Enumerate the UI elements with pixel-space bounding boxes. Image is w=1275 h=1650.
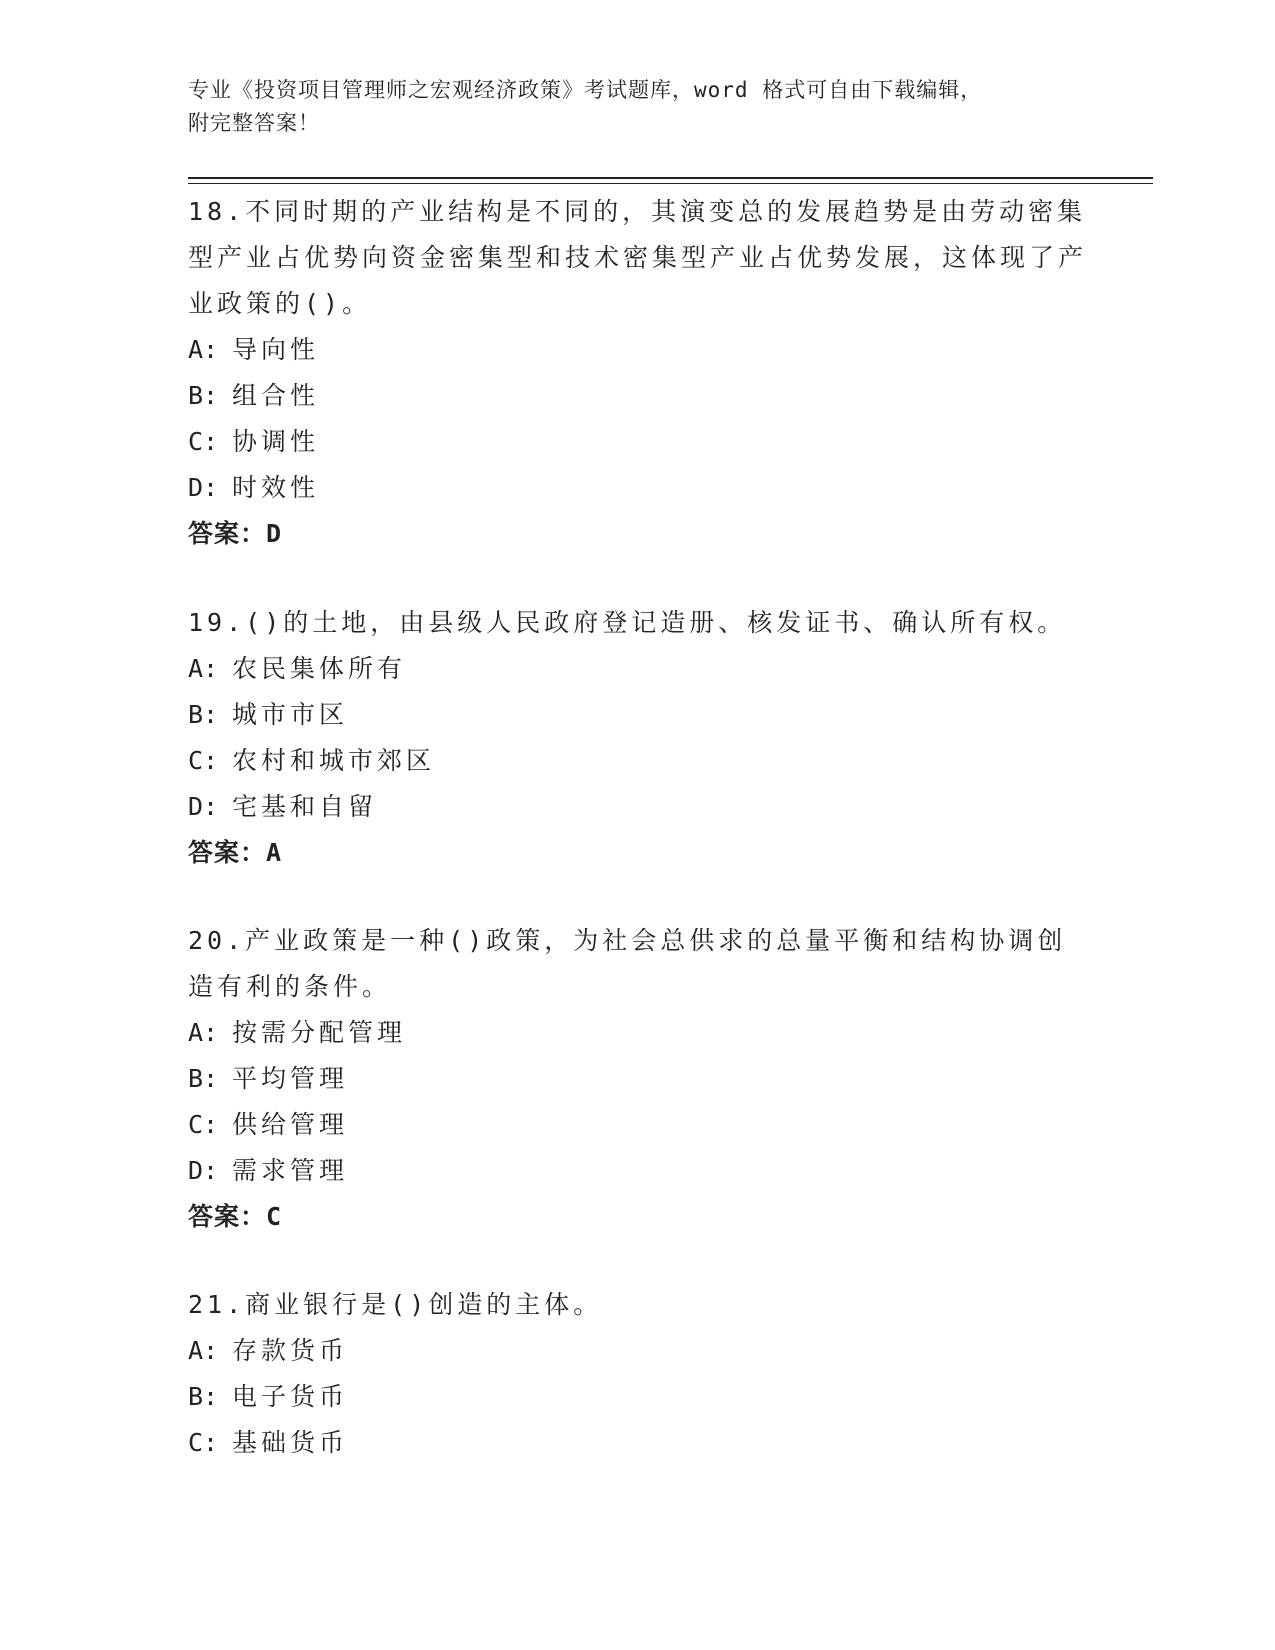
option-text: 农民集体所有 bbox=[232, 654, 407, 683]
option-a bbox=[188, 1010, 1088, 1056]
option-text: 协调性 bbox=[232, 427, 320, 456]
header-line-2: 附完整答案！ bbox=[188, 111, 320, 135]
option-text: 组合性 bbox=[232, 381, 320, 410]
question-stem: 18.不同时期的产业结构是不同的，其演变总的发展趋势是由劳动密集型产业占优势向资金密集型和技术密集型产业占优势发展，这体现了产业政策的()。 bbox=[188, 197, 1088, 318]
document-header bbox=[188, 74, 1088, 140]
option-text: 基础货币 bbox=[232, 1428, 349, 1457]
option-text: 宅基和自留 bbox=[232, 792, 378, 821]
option-b bbox=[188, 692, 1088, 738]
option-text: 供给管理 bbox=[232, 1110, 349, 1139]
option-letter: C: bbox=[188, 746, 219, 775]
option-b bbox=[188, 373, 1088, 419]
question-19 bbox=[188, 600, 1088, 876]
option-letter: B: bbox=[188, 381, 219, 410]
option-letter: C: bbox=[188, 1428, 219, 1457]
option-letter: B: bbox=[188, 1064, 219, 1093]
option-text: 时效性 bbox=[232, 473, 320, 502]
option-letter: A: bbox=[188, 335, 219, 364]
option-c bbox=[188, 1102, 1088, 1148]
option-a bbox=[188, 327, 1088, 373]
option-letter: D: bbox=[188, 792, 219, 821]
answer-label: 答案：A bbox=[188, 838, 283, 867]
option-a bbox=[188, 646, 1088, 692]
option-d bbox=[188, 1148, 1088, 1194]
option-letter: A: bbox=[188, 654, 219, 683]
option-b bbox=[188, 1374, 1088, 1420]
option-text: 导向性 bbox=[232, 335, 320, 364]
option-b bbox=[188, 1056, 1088, 1102]
header-divider-thick bbox=[188, 177, 1153, 179]
question-18 bbox=[188, 189, 1088, 557]
option-letter: C: bbox=[188, 427, 219, 456]
option-c bbox=[188, 738, 1088, 784]
question-stem: 21.商业银行是()创造的主体。 bbox=[188, 1290, 603, 1319]
option-letter: B: bbox=[188, 700, 219, 729]
option-letter: D: bbox=[188, 1156, 219, 1185]
option-text: 按需分配管理 bbox=[232, 1018, 407, 1047]
option-a bbox=[188, 1328, 1088, 1374]
question-stem: 20.产业政策是一种()政策，为社会总供求的总量平衡和结构协调创造有利的条件。 bbox=[188, 926, 1067, 1001]
option-c bbox=[188, 419, 1088, 465]
option-text: 平均管理 bbox=[232, 1064, 349, 1093]
option-text: 农村和城市郊区 bbox=[232, 746, 436, 775]
option-letter: A: bbox=[188, 1018, 219, 1047]
answer-label: 答案：D bbox=[188, 519, 283, 548]
option-c bbox=[188, 1420, 1088, 1466]
question-stem: 19.()的土地，由县级人民政府登记造册、核发证书、确认所有权。 bbox=[188, 608, 1067, 637]
option-text: 存款货币 bbox=[232, 1336, 349, 1365]
option-text: 需求管理 bbox=[232, 1156, 349, 1185]
header-divider-thin bbox=[188, 183, 1153, 184]
option-text: 城市市区 bbox=[232, 700, 349, 729]
question-20 bbox=[188, 918, 1088, 1240]
option-d bbox=[188, 784, 1088, 830]
option-letter: D: bbox=[188, 473, 219, 502]
answer-label: 答案：C bbox=[188, 1202, 283, 1231]
option-letter: B: bbox=[188, 1382, 219, 1411]
question-21 bbox=[188, 1282, 1088, 1466]
header-line-1: 专业《投资项目管理师之宏观经济政策》考试题库，word 格式可自由下载编辑， bbox=[188, 78, 983, 102]
option-text: 电子货币 bbox=[232, 1382, 349, 1411]
option-letter: C: bbox=[188, 1110, 219, 1139]
option-letter: A: bbox=[188, 1336, 219, 1365]
option-d bbox=[188, 465, 1088, 511]
